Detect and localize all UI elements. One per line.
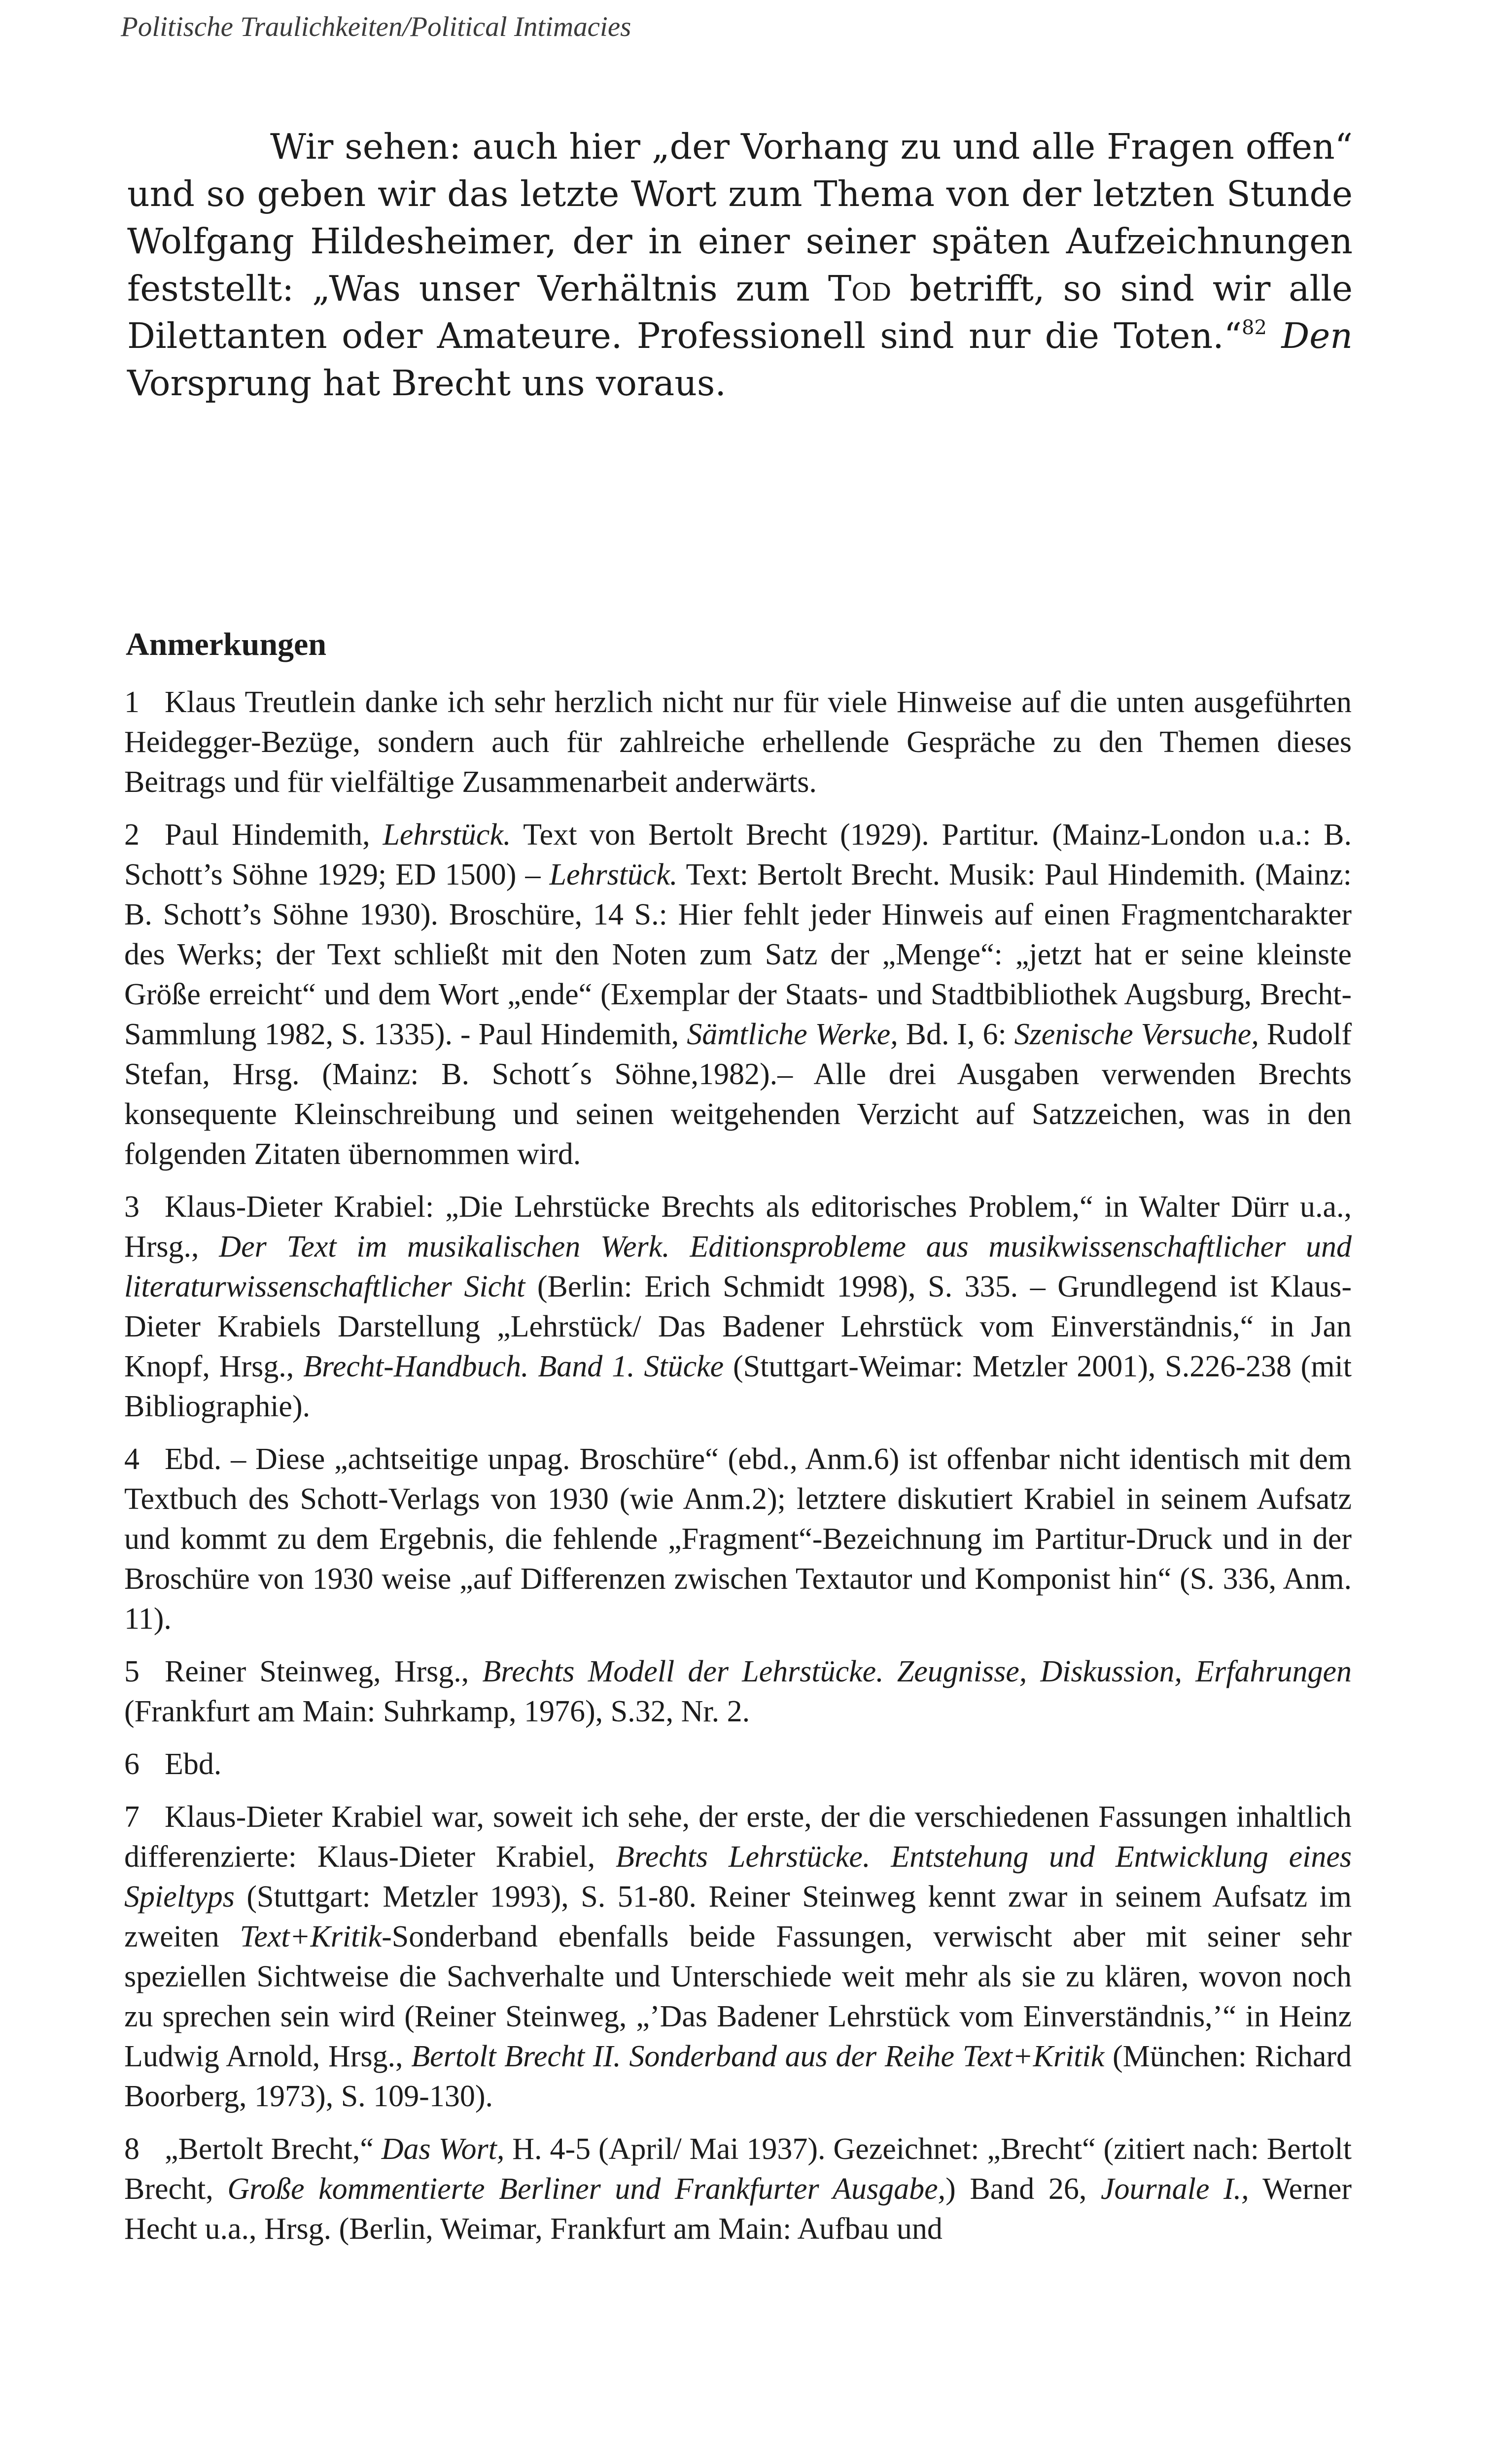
note-italic: Brecht-Handbuch. Band 1. Stücke xyxy=(303,1350,724,1383)
note-text: Reiner Steinweg, Hrsg., xyxy=(165,1655,483,1688)
note-number: 4 xyxy=(124,1442,140,1476)
running-head: Politische Traulichkeiten/Political Intimacies xyxy=(121,11,631,42)
note-text: Paul Hindemith, xyxy=(165,818,383,852)
note-text: Ebd. xyxy=(165,1747,222,1781)
note-text: (Frankfurt am Main: Suhrkamp, 1976), S.32, Nr. 2. xyxy=(124,1695,750,1728)
note-text: Klaus Treutlein danke ich sehr herzlich nicht nur für viele Hinweise auf die unten ausgeführten Heidegger-Bezüge, sondern auch für zahlreiche erhellende Gespräche zu den Themen dieses Beitrags und für vielfältige Zusammenarbeit anderwärts. xyxy=(124,685,1352,799)
note-text: (Berlin: Erich Schmidt 1998), S. 335. – Grundlegend ist Klaus-Dieter Krabiels Darstellung „Lehrstück/ Das Badener Lehrstück vom Einverständnis,“ in Jan Knopf, Hrsg., xyxy=(124,1270,1352,1383)
note-italic: Journale I., xyxy=(1101,2172,1249,2206)
note-text: Ebd. – Diese „achtseitige unpag. Broschüre“ (ebd., Anm.6) ist offenbar nicht identisch mit dem Textbuch des Schott-Verlags von 1930 (wie Anm.2); letztere diskutiert Krabiel in seinem Aufsatz und kommt zu dem Ergebnis, die fehlende „Fragment“-Bezeichnung im Partitur-Druck und in der Broschüre von 1930 weise „auf Differenzen zwischen Textautor und Komponist hin“ (S. 336, Anm. 11). xyxy=(124,1442,1352,1636)
note-7 xyxy=(124,1797,1352,2117)
note-number: 8 xyxy=(124,2132,140,2166)
note-number: 6 xyxy=(124,1747,140,1781)
note-italic: Lehrstück. xyxy=(549,858,678,891)
note-text: „Bertolt Brecht,“ xyxy=(165,2132,382,2166)
note-italic: Bertolt Brecht II. Sonderband aus der Reihe Text+Kritik xyxy=(411,2040,1105,2073)
note-italic: Brechts Modell der Lehrstücke. Zeugnisse, Diskussion, Erfahrungen xyxy=(482,1655,1352,1688)
note-italic: Das Wort, xyxy=(381,2132,505,2166)
note-text: (Stuttgart-Weimar: Metzler 2001), S.226-238 (mit Bibliographie). xyxy=(124,1350,1352,1423)
note-text: (Stuttgart: Metzler 1993), S. 51-80. Reiner Steinweg kennt zwar in seinem Aufsatz im zweiten xyxy=(124,1880,1352,1953)
note-text: Bd. I, 6: xyxy=(898,1018,1014,1051)
note-2 xyxy=(124,815,1352,1174)
footnote-ref: 82 xyxy=(1242,316,1267,339)
note-6 xyxy=(124,1745,1352,1784)
emphasis-den: Den xyxy=(1281,315,1353,356)
note-italic: Sämtliche Werke, xyxy=(687,1018,898,1051)
tod-smallcaps: Tod xyxy=(828,268,892,309)
note-italic: Große kommentierte Berliner und Frankfurter Ausgabe, xyxy=(227,2172,946,2206)
note-8 xyxy=(124,2129,1352,2249)
note-number: 2 xyxy=(124,818,140,852)
note-italic: Szenische Versuche, xyxy=(1014,1018,1259,1051)
note-text: Klaus-Dieter Krabiel: „Die Lehrstücke Brechts als editorisches Problem,“ in Walter Dürr u.a., Hrsg., xyxy=(124,1190,1352,1264)
note-1 xyxy=(124,683,1352,802)
note-italic: Der Text im musikalischen Werk. Editionsprobleme aus musikwissenschaftlicher und literaturwissenschaftlicher Sicht xyxy=(124,1230,1352,1303)
note-text: Werner Hecht u.a., Hrsg. (Berlin, Weimar, Frankfurt am Main: Aufbau und xyxy=(124,2172,1352,2246)
note-number: 7 xyxy=(124,1800,140,1834)
notes-heading: Anmerkungen xyxy=(126,626,327,662)
body-text-part: Vorsprung hat Brecht uns voraus. xyxy=(127,363,726,404)
notes-list xyxy=(124,683,1352,2262)
note-text: (München: Richard Boorberg, 1973), S. 109-130). xyxy=(124,2040,1352,2113)
note-italic: Text+Kritik xyxy=(240,1920,382,1953)
note-number: 5 xyxy=(124,1655,140,1688)
note-italic: Brechts Lehrstücke. Entstehung und Entwicklung eines Spieltyps xyxy=(124,1840,1352,1914)
note-text: H. 4-5 (April/ Mai 1937). Gezeichnet: „Brecht“ (zitiert nach: Bertolt Brecht, xyxy=(124,2132,1352,2206)
note-text: Text: Bertolt Brecht. Musik: Paul Hindemith. (Mainz: B. Schott’s Söhne 1930). Broschüre, 14 S.: Hier fehlt jeder Hinweis auf einen Fragmentcharakter des Werks; der Text schließt mit den Noten zum Satz der „Menge“: „jetzt hat er seine kleinste Größe erreicht“ und dem Wort „ende“ (Exemplar der Staats- und Stadtbibliothek Augsburg, Brecht-Sammlung 1982, S. 1335). - Paul Hindemith, xyxy=(124,858,1352,1051)
note-text: Rudolf Stefan, Hrsg. (Mainz: B. Schott´s Söhne,1982).– Alle drei Ausgaben verwenden Brechts konsequente Kleinschreibung und seinen weitgehenden Verzicht auf Satzzeichen, was in den folgenden Zitaten übernommen wird. xyxy=(124,1018,1352,1171)
note-text: Text von Bertolt Brecht (1929). Partitur. (Mainz-London u.a.: B. Schott’s Söhne 1929; ED 1500) – xyxy=(124,818,1352,891)
note-4 xyxy=(124,1439,1352,1639)
note-text: ) Band 26, xyxy=(945,2172,1101,2206)
note-text: -Sonderband ebenfalls beide Fassungen, verwischt aber mit seiner sehr speziellen Sichtweise die Sachverhalte und Unterschiede weit mehr als sie zu klären, wovon noch zu sprechen sein wird (Reiner Steinweg, „’Das Badener Lehrstück vom Einverständnis,’“ in Heinz Ludwig Arnold, Hrsg., xyxy=(124,1920,1352,2073)
note-text: Klaus-Dieter Krabiel war, soweit ich sehe, der erste, der die verschiedenen Fassungen inhaltlich differenzierte: Klaus-Dieter Krabiel, xyxy=(124,1800,1352,1874)
note-number: 3 xyxy=(124,1190,140,1224)
note-italic: Lehrstück. xyxy=(383,818,511,852)
body-paragraph xyxy=(127,123,1353,407)
body-text-part: Wir sehen: auch hier „der Vorhang zu und alle Fragen offen“ und so geben wir das letzte Wort zum Thema von der letzten Stunde Wolfgang Hildesheimer, der in einer seiner späten Aufzeichnungen feststellt: „Was unser Verhältnis zum xyxy=(127,126,1353,309)
note-number: 1 xyxy=(124,685,140,719)
body-text-part: betrifft, so sind wir alle Dilettanten oder Amateure. Professionell sind nur die Toten.“ xyxy=(127,268,1353,356)
note-3 xyxy=(124,1187,1352,1427)
note-5 xyxy=(124,1652,1352,1732)
